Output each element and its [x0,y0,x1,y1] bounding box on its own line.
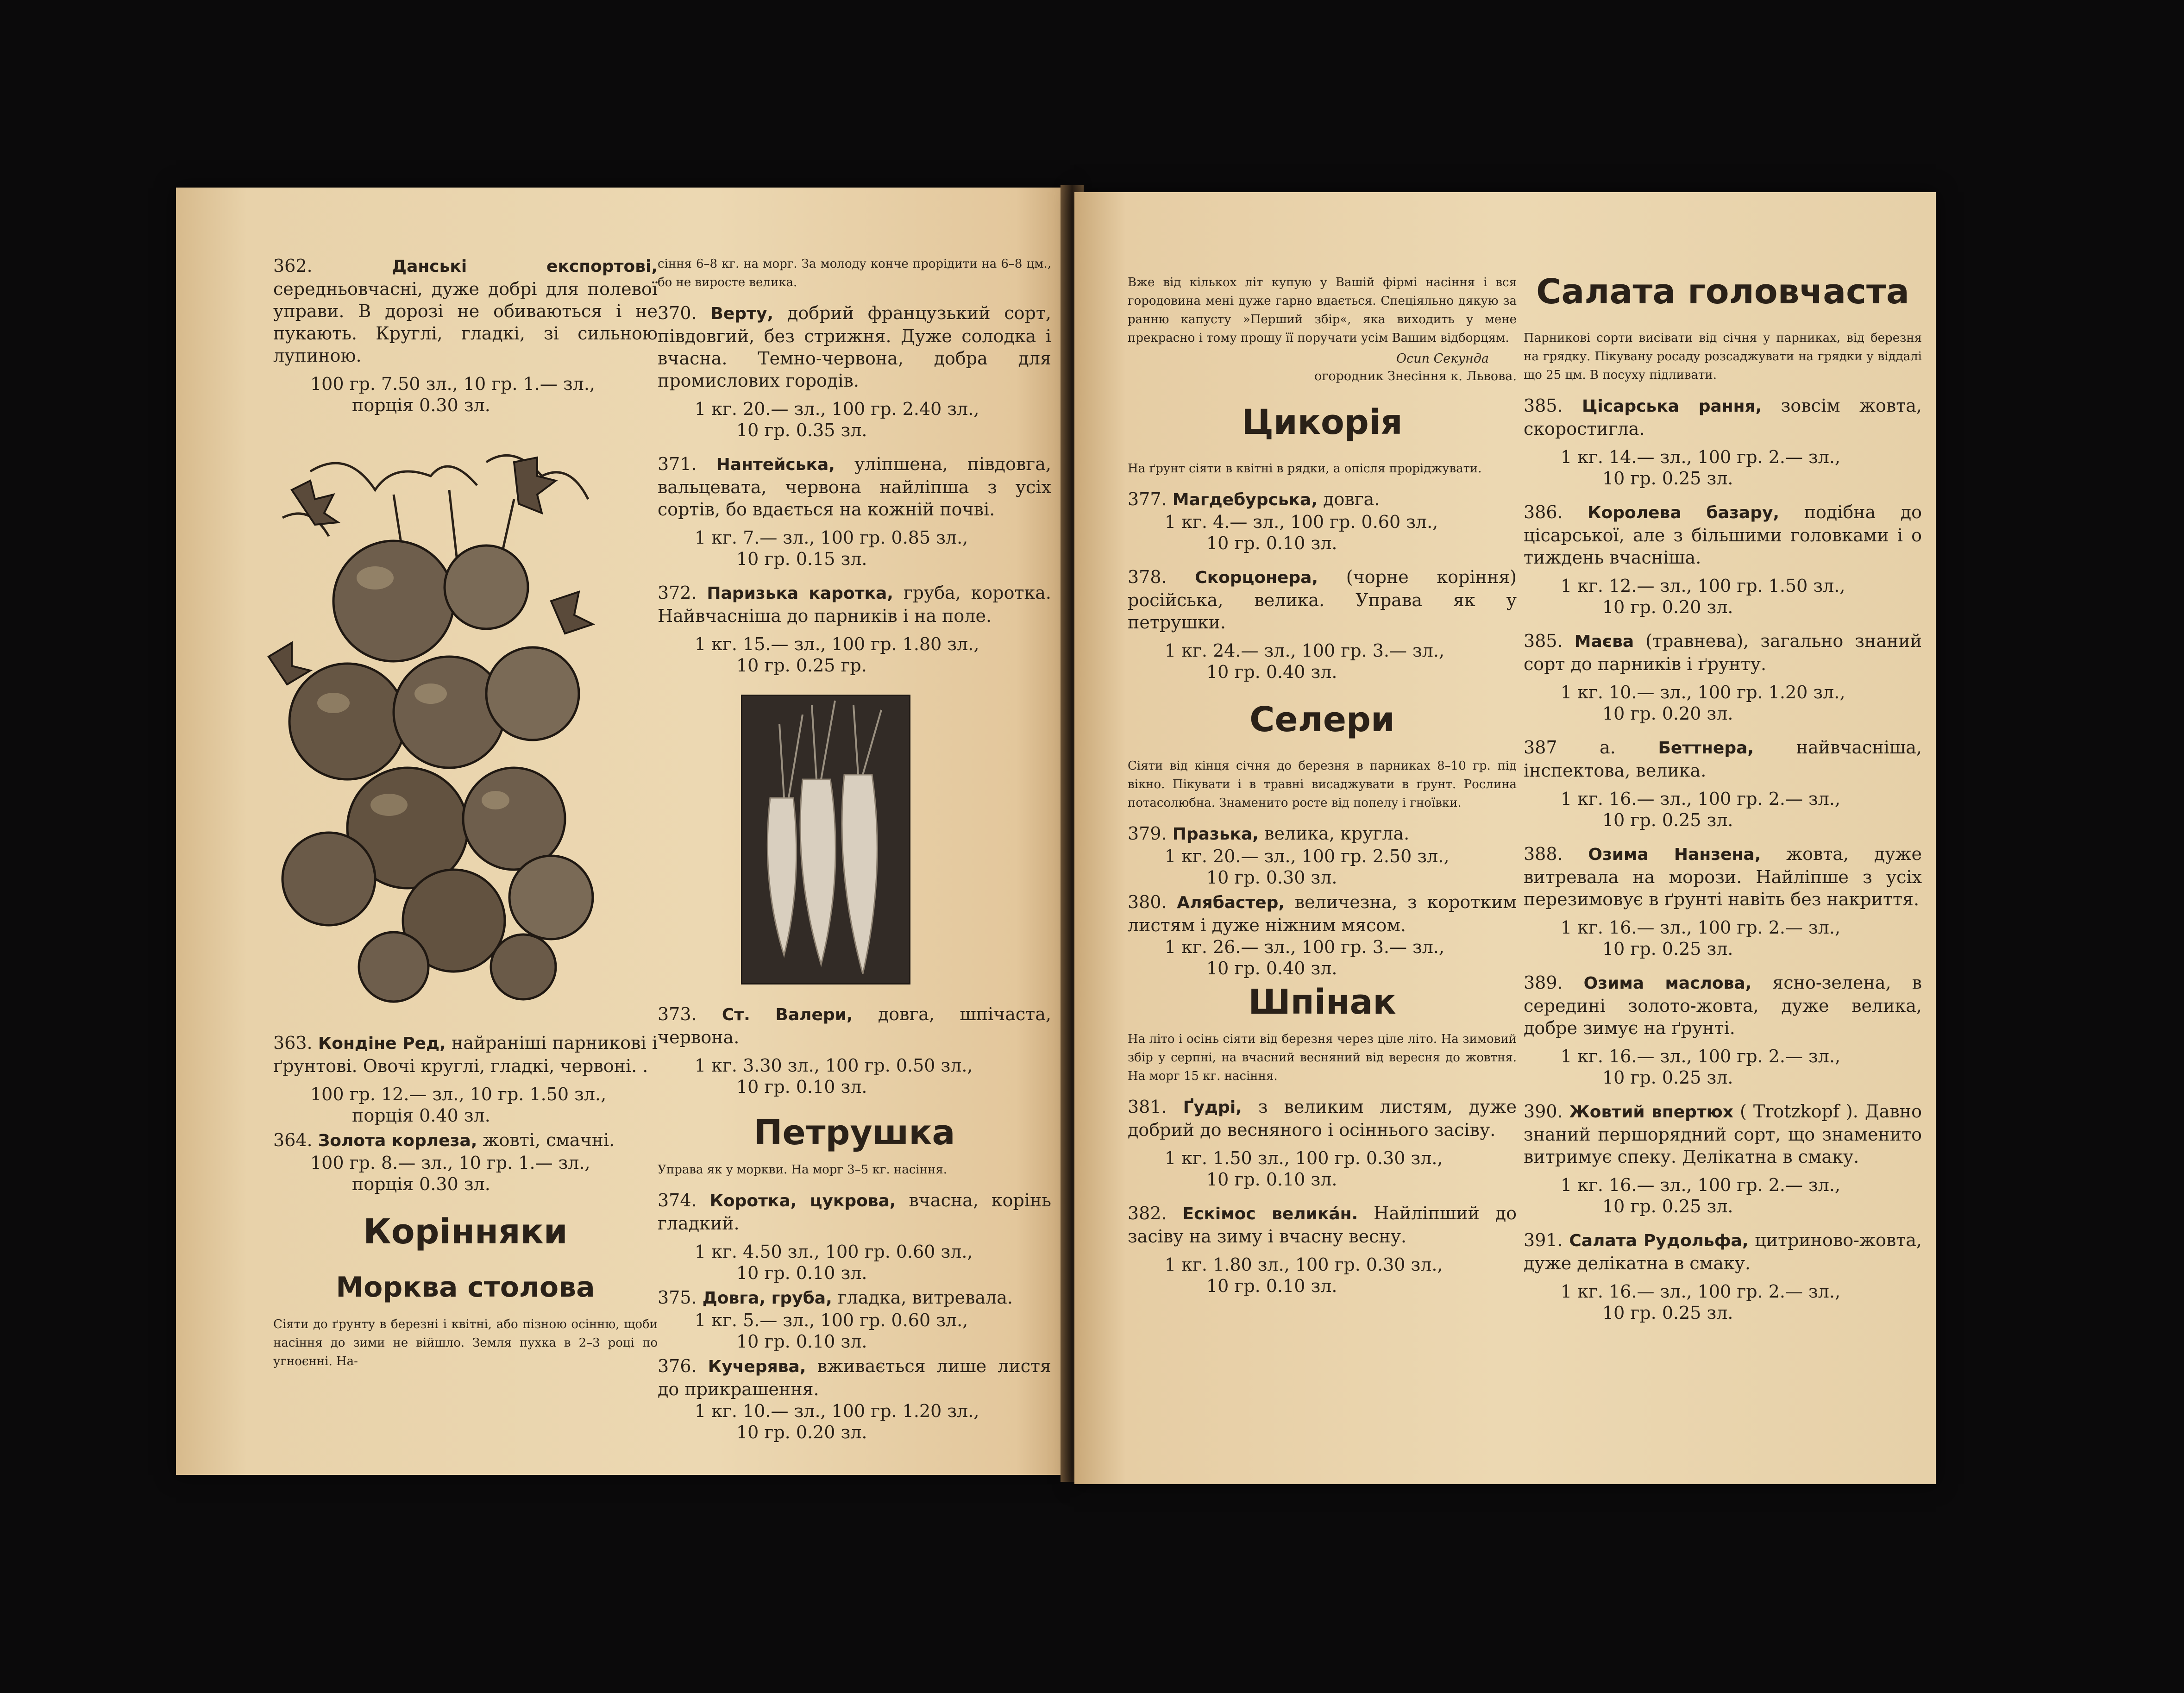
entry-description: жовта, дуже витревала на морози. Найліпше з усіх перезимовує в ґрунті навіть без накриття. [1524,844,1922,909]
entry-number: 377. [1128,489,1167,509]
catalog-entry-390 [1524,1100,1922,1168]
entry-price: 100 гр. 8.— зл., 10 гр. 1.— зл., [310,1153,590,1173]
entry-description: жовті, смачні. [483,1130,615,1150]
entry-number: 379. [1128,823,1167,844]
entry-price: 10 гр. 0.40 зл. [1206,958,1337,978]
entry-name: Беттнера, [1658,739,1754,758]
entry-description: найраніші парникові і ґрунтові. Овочі круглі, гладкі, червоні. . [273,1033,658,1076]
entry-price: 1 кг. 4.— зл., 100 гр. 0.60 зл., [1165,512,1438,532]
entry-number: 372. [658,583,697,603]
entry-description: величезна, з коротким листям і дуже ніжним мясом. [1128,892,1517,935]
entry-number: 388. [1524,844,1563,864]
entry-name: Ескімос велика́н. [1182,1204,1358,1223]
entry-price: 1 кг. 1.80 зл., 100 гр. 0.30 зл., [1165,1254,1443,1275]
entry-price: 10 гр. 0.40 зл. [1206,662,1337,682]
entry-description: подібна до цісарської, але з більшими головками і о тиждень вчасніша. [1524,502,1922,568]
entry-price: 1 кг. 20.— зл., 100 гр. 2.40 зл., [695,399,979,419]
entry-description: ( Trotzkopf ). Давно знаний першорядний сорт, що знаменито витримує спеку. Делікатна в смаку. [1524,1101,1922,1167]
entry-price: 1 кг. 16.— зл., 100 гр. 2.— зл., [1561,917,1841,938]
entry-price: 1 кг. 16.— зл., 100 гр. 2.— зл., [1561,789,1841,809]
entry-price: 10 гр. 0.10 зл. [1206,1169,1337,1190]
catalog-entry-362 [273,255,658,367]
entry-name: Кучерява, [708,1357,806,1376]
entry-description: вчасна, корінь гладкий. [658,1190,1051,1234]
entry-name: Скорцонера, [1195,568,1318,587]
entry-description: добрий французький сорт, півдовгий, без стрижня. Дуже солодка і вчасна. Темно-червона, добра для промислових городів. [658,303,1051,391]
catalog-entry-363 [273,1032,658,1077]
catalog-entry-375 [658,1286,1051,1310]
entry-price: 10 гр. 0.10 зл. [1206,1276,1337,1296]
catalog-entry-391 [1524,1229,1922,1274]
entry-description: з великим листям, дуже добрий до весняного і осіннього засіву. [1128,1097,1517,1140]
section-heading-chicory: Цикорія [1242,402,1403,442]
entry-description: найвчасніша, інспектова, велика. [1524,737,1922,781]
section-heading-lettuce: Салата головчаста [1536,272,1909,312]
entry-description: груба, коротка. Найвчасніша до парників і на поле. [658,583,1051,626]
entry-price: 10 гр. 0.10 зл. [736,1077,867,1097]
entry-name: Ст. Валери, [722,1005,853,1024]
entry-description: довга. [1323,489,1380,509]
right-page-column-2 [1524,269,1922,1336]
entry-price: 10 гр. 0.25 зл. [1602,1196,1733,1216]
section-note: На літо і осінь сіяти від березня через ціле літо. На зимовий збір у серпні, на вчасний весняний від вересня до жовтня. На морг 15 кг. насіння. [1128,1032,1517,1083]
entry-name: Верту, [710,304,774,323]
customer-testimonial: Вже від кількох літ купую у Вашій фірмі насіння і вся городовина мені дуже гарно вдається. Спеціяльно дякую за ранню капусту »Перший збір«, яка виходить у мене прекрасно і тому прошу її поручати усім Вашим відборцям. [1128,276,1517,345]
entry-number: 385. [1524,395,1563,416]
entry-price: 10 гр. 0.25 зл. [1602,810,1733,830]
right-page [1074,192,1936,1484]
entry-number: 382. [1128,1203,1167,1223]
entry-name: Королева базару, [1588,503,1780,522]
entry-price: порція 0.30 зл. [352,395,490,415]
entry-description: Найліпший до засіву на зиму і вчасну весну. [1128,1203,1517,1247]
entry-description: вживається лише листя до прикрашення. [658,1356,1051,1399]
entry-name: Цісарська рання, [1582,397,1762,416]
catalog-entry-380 [1128,891,1517,936]
entry-number: 378. [1128,567,1167,587]
entry-number: 389. [1524,972,1563,993]
entry-description: ясно-зелена, в середині золото-жовта, дуже велика, добре зимує на ґрунті. [1524,972,1922,1038]
section-heading-roots: Корінняки [363,1212,568,1252]
entry-price: 1 кг. 24.— зл., 100 гр. 3.— зл., [1165,640,1445,661]
entry-name: Коротка, цукрова, [709,1191,896,1210]
entry-description: зовсім жовта, скоростигла. [1524,395,1922,439]
entry-number: 363. [273,1033,313,1053]
entry-price: 1 кг. 7.— зл., 100 гр. 0.85 зл., [695,527,968,548]
testimonial-location: огородник Знесіння к. Львова. [1314,369,1517,383]
entry-number: 387 а. [1524,737,1616,758]
left-page [176,188,1070,1475]
entry-price: 10 гр. 0.15 зл. [736,549,867,569]
entry-number: 371. [658,454,697,474]
section-heading-parsley: Петрушка [753,1113,955,1153]
entry-description: гладка, витревала. [837,1287,1013,1308]
entry-number: 374. [658,1190,697,1210]
entry-price: 10 гр. 0.35 зл. [736,420,867,440]
entry-number: 364. [273,1130,313,1150]
entry-name: Паризька каротка, [707,584,893,603]
catalog-entry-372 [658,582,1051,627]
catalog-entry-389 [1524,972,1922,1039]
catalog-entry-371 [658,453,1051,520]
entry-name: Алябастер, [1177,893,1285,912]
entry-name: Довга, груба, [702,1289,832,1308]
entry-price: 10 гр. 0.30 зл. [1206,867,1337,888]
entry-description: (чорне коріння) російська, велика. Управа як у петрушки. [1128,567,1517,633]
entry-name: Магдебурська, [1172,490,1318,509]
entry-price: 1 кг. 16.— зл., 100 гр. 2.— зл., [1561,1281,1841,1302]
entry-price: 1 кг. 10.— зл., 100 гр. 1.20 зл., [1561,682,1845,702]
entry-price: 10 гр. 0.25 зл. [1602,939,1733,959]
entry-price: 1 кг. 14.— зл., 100 гр. 2.— зл., [1561,447,1841,467]
right-page-column-1 [1128,273,1517,1309]
entry-price: 100 гр. 7.50 зл., 10 гр. 1.— зл., [310,374,595,394]
entry-price: 10 гр. 0.20 зл. [736,1422,867,1442]
entry-number: 391. [1524,1230,1563,1250]
entry-price: 1 кг. 15.— зл., 100 гр. 1.80 зл., [695,634,979,654]
entry-name: Ґудрі, [1183,1098,1242,1117]
entry-price: 1 кг. 20.— зл., 100 гр. 2.50 зл., [1165,846,1450,866]
entry-price: 10 гр. 0.25 зл. [1602,1303,1733,1323]
entry-description: уліпшена, півдовга, вальцевата, червона найліпша з усіх сортів, бо вдається на кожній почві. [658,454,1051,520]
entry-price: 10 гр. 0.10 зл. [1206,533,1337,553]
entry-number: 386. [1524,502,1563,522]
entry-number: 385. [1524,631,1563,651]
entry-price: 1 кг. 16.— зл., 100 гр. 2.— зл., [1561,1175,1841,1195]
catalog-entry-382 [1128,1202,1517,1248]
entry-price: 10 гр. 0.20 зл. [1602,703,1733,724]
left-page-column-1 [273,255,658,1381]
entry-name: Салата Рудольфа, [1569,1231,1749,1250]
catalog-entry-373 [658,1003,1051,1048]
entry-price: 1 кг. 10.— зл., 100 гр. 1.20 зл., [695,1401,979,1421]
entry-name: Кондіне Ред, [318,1034,446,1053]
entry-price: 1 кг. 4.50 зл., 100 гр. 0.60 зл., [695,1242,973,1262]
entry-price: 1 кг. 16.— зл., 100 гр. 2.— зл., [1561,1046,1841,1066]
entry-price: 1 кг. 1.50 зл., 100 гр. 0.30 зл., [1165,1148,1443,1168]
section-note: Парникові сорти висівати від січня у парниках, від березня на грядку. Пікувану росаду розсаджувати на грядки у віддалі що 25 цм. В посуху підливати. [1524,331,1922,382]
entry-price: 1 кг. 26.— зл., 100 гр. 3.— зл., [1165,937,1445,957]
entry-name: Празька, [1172,825,1259,844]
entry-price: порція 0.30 зл. [352,1174,490,1194]
entry-price: 10 гр. 0.25 зл. [1602,468,1733,489]
catalog-entry-376 [658,1355,1051,1400]
entry-name: Нантейська, [716,455,835,474]
entry-description: цитриново-жовта, дуже делікатна в смаку. [1524,1230,1922,1273]
left-page-column-2 [658,255,1051,1455]
entry-number: 375. [658,1287,697,1308]
catalog-entry-388 [1524,843,1922,910]
catalog-entry-370 [658,302,1051,392]
entry-description: середньовчасні, дуже добрі для полевої управи. В дорозі не обиваються і не пукають. Круглі, гладкі, зі сильною лупиною. [273,279,658,366]
catalog-entry-364 [273,1129,658,1152]
entry-description: довга, шпічаста, червона. [658,1004,1051,1047]
entry-name: Золота корлеза, [318,1131,477,1150]
entry-number: 380. [1128,892,1167,912]
entry-description: (травнева), загально знаний сорт до парників і ґрунту. [1524,631,1922,674]
catalog-entry-378 [1128,566,1517,633]
section-note: Управа як у моркви. На морг 3–5 кг. насіння. [658,1163,948,1177]
entry-name: Жовтий впертюх [1569,1103,1733,1122]
section-note: На ґрунт сіяти в квітні в рядки, а опісля проріджувати. [1128,462,1482,476]
section-heading-celery: Селери [1249,700,1395,740]
section-heading-carrot: Морква столова [336,1271,595,1304]
catalog-entry-381 [1128,1096,1517,1141]
entry-price: 100 гр. 12.— зл., 10 гр. 1.50 зл., [310,1084,607,1104]
section-note: Сіяти до ґрунту в березні і квітні, або пізною осінню, щоби насіння до зими не війшло. Земля пухка в 2–3 році по угноєнні. На- [273,1317,658,1368]
entry-price: порція 0.40 зл. [352,1105,490,1126]
entry-price: 1 кг. 5.— зл., 100 гр. 0.60 зл., [695,1310,968,1330]
section-heading-spinach: Шпінак [1248,982,1396,1022]
entry-price: 1 кг. 12.— зл., 100 гр. 1.50 зл., [1561,576,1845,596]
entry-price: 10 гр. 0.25 зл. [1602,1067,1733,1088]
entry-price: 1 кг. 3.30 зл., 100 гр. 0.50 зл., [695,1055,973,1076]
entry-number: 381. [1128,1097,1167,1117]
catalog-entry-386 [1524,501,1922,569]
entry-price: 10 гр. 0.10 зл. [736,1331,867,1352]
entry-description: велика, кругла. [1264,823,1410,844]
testimonial-signature: Осип Секунда [1396,351,1489,366]
entry-price: 10 гр. 0.25 гр. [736,655,867,676]
entry-number: 370. [658,303,697,323]
section-note: сіння 6–8 кг. на морг. За молоду конче прорідити на 6–8 цм., бо не виросте велика. [658,257,1051,289]
catalog-entry-385b [1524,630,1922,675]
section-note: Сіяти від кінця січня до березня в парниках 8–10 гр. під вікно. Пікувати і в травні висаджувати в ґрунт. Рослина потасолюбна. Знаменито росте від попелу і гноївки. [1128,759,1517,810]
entry-name: Данські експортові, [392,257,658,276]
carrot-photo [741,695,910,984]
entry-price: 10 гр. 0.10 зл. [736,1263,867,1283]
entry-price: 10 гр. 0.20 зл. [1602,597,1733,617]
entry-name: Озима Нанзена, [1588,845,1761,864]
entry-name: Озима маслова, [1583,974,1752,993]
entry-number: 362. [273,256,313,276]
catalog-entry-374 [658,1189,1051,1235]
entry-number: 376. [658,1356,697,1376]
entry-number: 373. [658,1004,697,1024]
catalog-entry-377 [1128,488,1517,511]
catalog-entry-385 [1524,395,1922,440]
tomato-illustration [255,434,625,1013]
entry-number: 390. [1524,1101,1563,1122]
catalog-entry-387a [1524,736,1922,782]
catalog-entry-379 [1128,822,1517,846]
entry-name: Маєва [1574,632,1634,651]
